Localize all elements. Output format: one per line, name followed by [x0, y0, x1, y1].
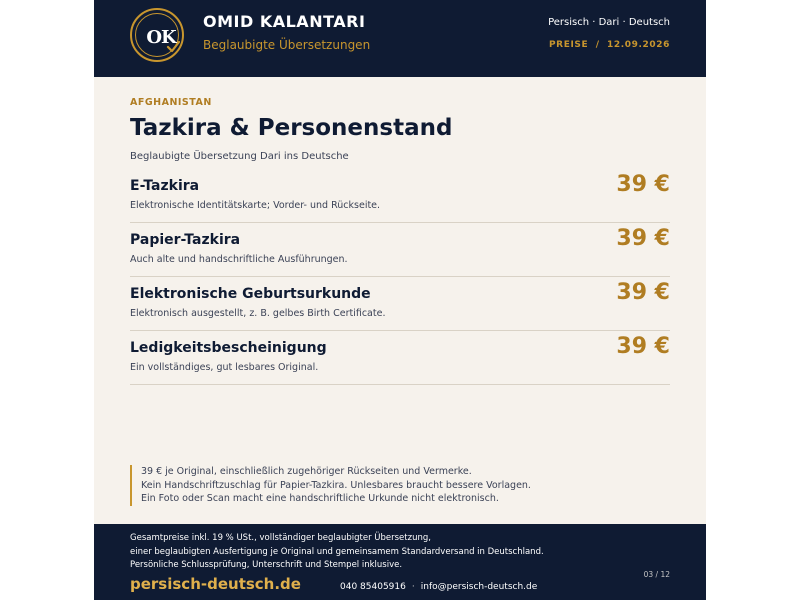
- country-eyebrow: AFGHANISTAN: [130, 97, 212, 108]
- item-description: Ein vollständiges, gut lesbares Original.: [130, 362, 319, 373]
- item-name: E-Tazkira: [130, 178, 200, 194]
- logo-badge-icon: [130, 8, 184, 62]
- item-price: 39 €: [616, 334, 670, 359]
- brand-name: OMID KALANTARI: [203, 12, 366, 31]
- phone-number[interactable]: 040 85405916: [340, 582, 406, 592]
- footer-line: Persönliche Schlussprüfung, Unterschrift und Stempel inklusive.: [130, 560, 403, 570]
- contact-separator: ·: [411, 582, 415, 592]
- languages-label: Persisch · Dari · Deutsch: [548, 17, 670, 28]
- price-item: [130, 170, 670, 223]
- price-date-label: PREISE / 12.09.2026: [548, 40, 670, 50]
- price-sheet-page: [94, 0, 706, 600]
- footer-bar: [94, 524, 706, 600]
- item-price: 39 €: [616, 172, 670, 197]
- page-number: 03 / 12: [643, 570, 670, 579]
- header-bar: [94, 0, 706, 77]
- logo-monogram: OK: [146, 27, 176, 48]
- page-subtitle: Beglaubigte Übersetzung Dari ins Deutsche: [130, 151, 349, 162]
- item-name: Papier-Tazkira: [130, 232, 241, 248]
- footer-terms: [130, 532, 544, 573]
- item-name: Elektronische Geburtsurkunde: [130, 286, 371, 302]
- price-item: [130, 278, 670, 331]
- footer-line: einer beglaubigten Ausfertigung je Original und gemeinsamem Standardversand in Deutschland.: [130, 546, 544, 557]
- email-link[interactable]: info@persisch-deutsch.de: [420, 582, 538, 592]
- footer-line: Gesamtpreise inkl. 19 % USt., vollständiger beglaubigter Übersetzung,: [130, 533, 431, 543]
- contact-info: [340, 582, 537, 592]
- price-item: [130, 332, 670, 385]
- item-description: Elektronische Identitätskarte; Vorder- und Rückseite.: [130, 200, 381, 211]
- note-line: 39 € je Original, einschließlich zugehöriger Rückseiten und Vermerke.: [141, 466, 472, 477]
- item-description: Elektronisch ausgestellt, z. B. gelbes Birth Certificate.: [130, 308, 386, 319]
- item-name: Ledigkeitsbescheinigung: [130, 340, 327, 356]
- brand-subtitle: Beglaubigte Übersetzungen: [203, 38, 371, 52]
- logo-ring: [135, 13, 179, 57]
- item-price: 39 €: [616, 280, 670, 305]
- price-item: [130, 224, 670, 277]
- item-price: 39 €: [616, 226, 670, 251]
- website-link[interactable]: persisch-deutsch.de: [130, 575, 301, 593]
- page-title: Tazkira & Personenstand: [130, 115, 453, 141]
- checkmark-icon: [166, 40, 180, 54]
- note-line: Kein Handschriftzuschlag für Papier-Tazkira. Unlesbares braucht bessere Vorlagen.: [141, 479, 531, 491]
- price-list: [130, 170, 670, 385]
- note-line: Ein Foto oder Scan macht eine handschriftliche Urkunde nicht elektronisch.: [141, 493, 499, 504]
- pricing-notes: [130, 465, 531, 506]
- item-description: Auch alte und handschriftliche Ausführungen.: [130, 254, 348, 265]
